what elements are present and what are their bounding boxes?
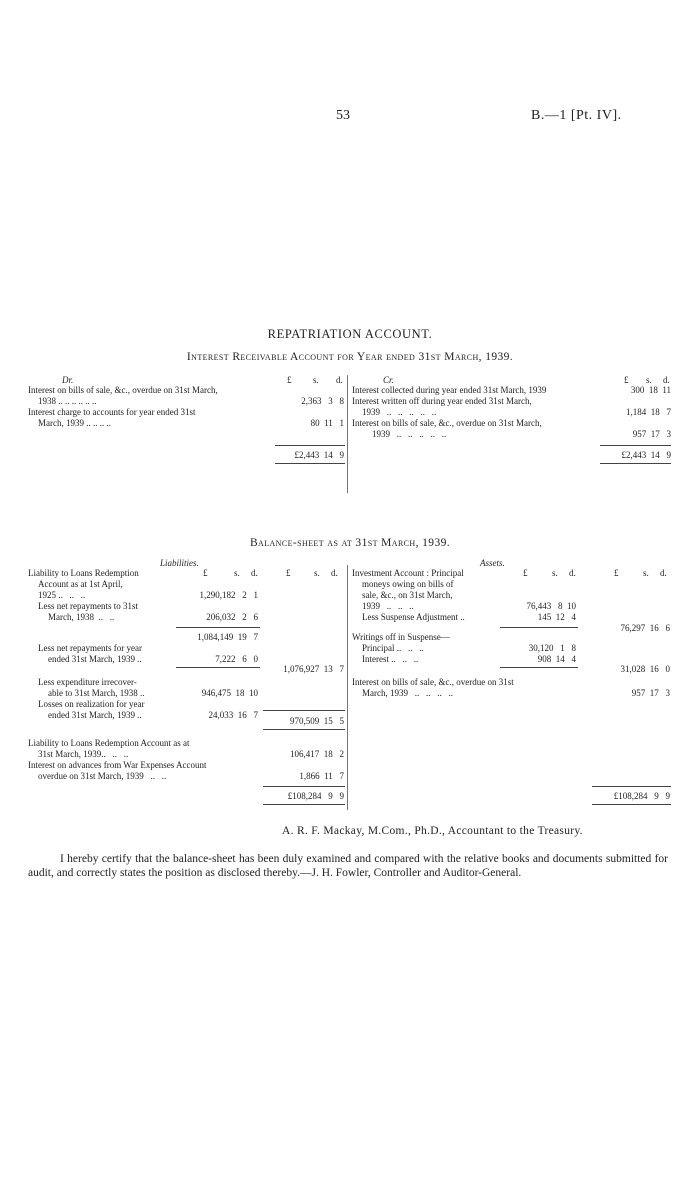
liab-l1-line-2: Account as at 1st April, [38,579,123,589]
cr-total-underline [600,463,671,464]
cr-total: £2,443 14 9 [621,450,671,460]
asset-a5-total: 31,028 16 0 [620,664,670,674]
page-title: REPATRIATION ACCOUNT. [267,327,433,341]
liabilities-label: Liabilities. [160,558,199,568]
balance-sheet-title: Balance-sheet as at 31st March, 1939. [249,537,451,549]
liab-l7-total: 106,417 18 2 [290,749,344,759]
asset-a4-amount: 30,120 1 8 [528,643,576,653]
liab-total-rule [263,786,345,787]
dr-total: £2,443 14 9 [294,450,344,460]
liab-l2-line-2: March, 1938 .. .. [48,612,115,622]
liab-l1-line-1: Liability to Loans Redemption [28,568,139,578]
liab-l4-rule [176,667,260,668]
liab-l3-amount: 1,084,149 19 7 [197,632,258,642]
asset-a5-rule [500,667,578,668]
liab-l6-amount: 24,033 16 7 [208,710,258,720]
assets-label: Assets. [480,558,505,568]
col-pound: £ [287,375,292,385]
liab-col-s: s. [234,568,240,578]
liab-l6-rule [263,710,345,711]
liab-total-underline [263,804,345,805]
balance-sheet-divider [347,565,348,810]
cr-row-3-line-1: Interest on bills of sale, &c., overdue on 31st March, [352,418,542,428]
asset-col-pound-2: £ [614,568,619,578]
dr-row-1-line-2: 1938 .. .. .. .. .. .. [38,396,97,406]
liab-l2-amount: 206,032 2 6 [206,612,258,622]
asset-a4-label: Principal .. .. .. [362,643,424,653]
asset-a1-line-2: moneys owing on bills of [362,579,454,589]
asset-col-d-2: d. [660,568,667,578]
page-number: 53 [336,108,350,123]
asset-a2-rule [500,627,578,628]
document-reference: B.—1 [Pt. IV]. [531,108,622,123]
dr-row-2-line-2: March, 1939 .. .. .. .. [38,418,111,428]
asset-col-s-2: s. [643,568,649,578]
dr-row-2-amount: 80 11 1 [310,418,344,428]
liab-l5-line-2: able to 31st March, 1938 .. [48,688,145,698]
liab-l6-line-2: ended 31st March, 1939 .. [48,710,142,720]
cr-row-2-amount: 1,184 18 7 [626,407,671,417]
asset-a2-amount: 145 12 4 [537,612,576,622]
cr-col-d: d. [663,375,670,385]
asset-a5-label: Interest .. .. .. [362,654,419,664]
asset-a1-line-4: 1939 .. .. .. [362,601,414,611]
liab-col-s-2: s. [314,568,320,578]
liab-l1-line-3: 1925 .. .. .. [38,590,86,600]
liab-l4-line-1: Less net repayments for year [38,643,142,653]
liab-l1-amount: 1,290,182 2 1 [199,590,258,600]
dr-row-1-amount: 2,363 3 8 [301,396,344,406]
cr-row-1-line-1: Interest collected during year ended 31st March, 1939 [352,385,547,395]
cr-label: Cr. [383,375,394,385]
cr-col-s: s. [646,375,652,385]
asset-total-underline [592,804,671,805]
cr-row-2-line-1: Interest written off during year ended 31st March, [352,396,532,406]
dr-total-rule [275,445,345,446]
interest-account-title: Interest Receivable Account for Year ended 31st March, 1939. [186,351,514,363]
dr-total-underline [275,463,345,464]
asset-a3-label: Writings off in Suspense— [352,632,450,642]
asset-total-rule [592,786,671,787]
audit-certificate-text: I hereby certify that the balance-sheet has been duly examined and compared with the relative books and documents submitted for audit, and correctly states the position as disclosed thereby.—J. H. Fowler, Controller and Auditor-General. [28,853,668,879]
asset-col-s: s. [552,568,558,578]
col-d: d. [336,375,343,385]
asset-a1-line-3: sale, &c., on 31st March, [362,590,453,600]
liab-col-d: d. [251,568,258,578]
cr-row-1-amount: 300 18 11 [630,385,671,395]
asset-a5-amount: 908 14 4 [537,654,576,664]
asset-col-pound: £ [523,568,528,578]
dr-row-2-line-1: Interest charge to accounts for year ended 31st [28,407,196,417]
dr-row-1-line-1: Interest on bills of sale, &c., overdue on 31st March, [28,385,218,395]
liab-l5-amount: 946,475 18 10 [201,688,258,698]
cr-total-rule [600,445,671,446]
accountant-signature: A. R. F. Mackay, M.Com., Ph.D., Accountant to the Treasury. [282,825,583,837]
liab-l2-line-1: Less net repayments to 31st [38,601,138,611]
liab-l6-total: 970,509 15 5 [290,716,344,726]
dr-label: Dr. [62,375,74,385]
liab-l4-amount: 7,222 6 0 [215,654,258,664]
liab-l6-line-1: Losses on realization for year [38,699,145,709]
col-s: s. [313,375,319,385]
liab-l7-line-2: 31st March, 1939.. .. .. [38,749,129,759]
asset-a2-label: Less Suspense Adjustment .. [362,612,465,622]
asset-a6-total: 957 17 3 [631,688,670,698]
asset-grand-total: £108,284 9 9 [613,791,670,801]
asset-a6-line-2: March, 1939 .. .. .. .. [362,688,453,698]
liab-col-pound-2: £ [286,568,291,578]
asset-a1-amount: 76,443 8 10 [526,601,576,611]
asset-a6-line-1: Interest on bills of sale, &c., overdue on 31st [352,677,514,687]
cr-row-3-amount: 957 17 3 [632,429,671,439]
cr-row-3-line-2: 1939 .. .. .. .. .. [372,429,447,439]
liab-l4-line-2: ended 31st March, 1939 .. [48,654,142,664]
liab-col-pound: £ [203,568,208,578]
liab-l4-total: 1,076,927 13 7 [283,664,344,674]
asset-a1-line-1: Investment Account : Principal [352,568,464,578]
liab-l7-line-1: Liability to Loans Redemption Account as at [28,738,190,748]
liab-l2-rule [176,627,260,628]
liab-l8-line-1: Interest on advances from War Expenses Account [28,760,207,770]
audit-certificate [28,852,668,880]
interest-account-divider [347,375,348,493]
cr-col-pound: £ [624,375,629,385]
liab-col-d-2: d. [331,568,338,578]
liab-l6-underline [263,729,345,730]
liab-l5-line-1: Less expenditure irrecover- [38,677,137,687]
cr-row-2-line-2: 1939 .. .. .. .. .. [362,407,437,417]
liab-l8-line-2: overdue on 31st March, 1939 .. .. [38,771,167,781]
asset-a2-total: 76,297 16 6 [620,623,670,633]
liab-l8-total: 1,866 11 7 [299,771,344,781]
liab-grand-total: £108,284 9 9 [287,791,344,801]
asset-col-d: d. [569,568,576,578]
